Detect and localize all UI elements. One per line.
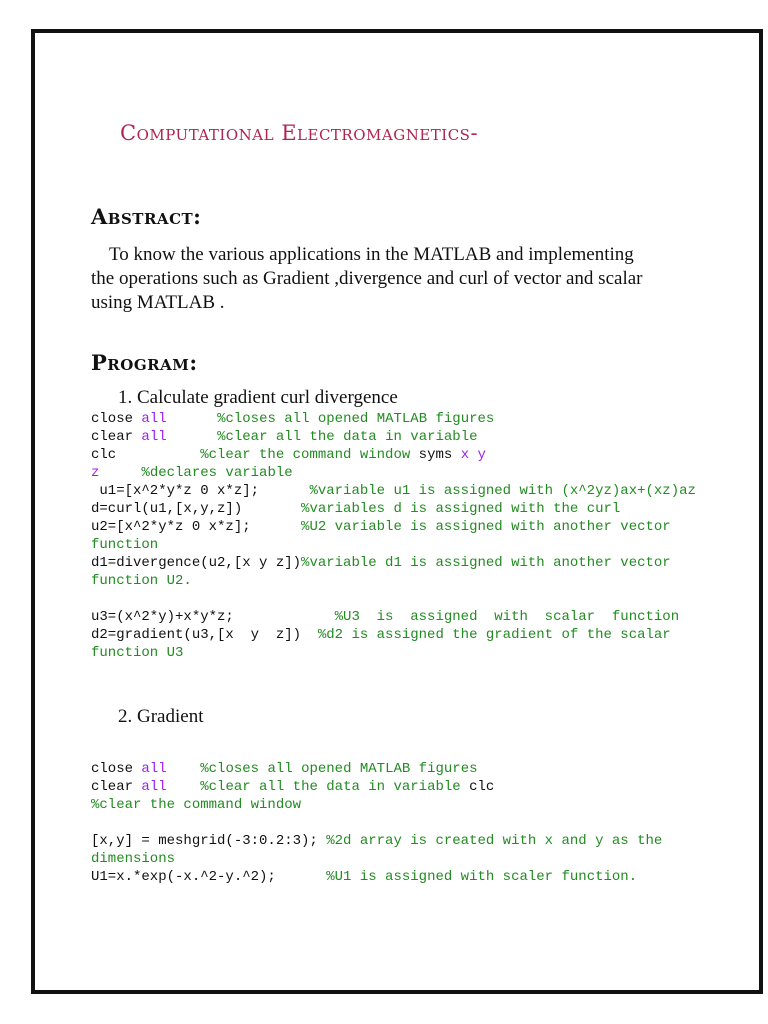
- code-line: u3=(x^2*y)+x*y*z; %U3 is assigned with scalar function: [91, 609, 680, 625]
- code-block-2: [91, 760, 701, 886]
- code-line: function U2.: [91, 573, 192, 589]
- abstract-line-1: To know the various applications in the MATLAB and implementing: [109, 244, 634, 265]
- code-line: U1=x.*exp(-x.^2-y.^2); %U1 is assigned with scaler function.: [91, 869, 638, 885]
- list-item-1: 1. Calculate gradient curl divergence: [118, 387, 398, 408]
- code-line: function U3: [91, 645, 184, 661]
- program-heading: Program:: [91, 350, 198, 375]
- abstract-heading: Abstract:: [91, 204, 202, 229]
- code-line: u1=[x^2*y*z 0 x*z]; %variable u1 is assigned with (x^2yz)ax+(xz)az: [91, 483, 696, 499]
- code-line: clc %clear the command window syms x y: [91, 447, 486, 463]
- code-line: function: [91, 537, 159, 553]
- code-line: d1=divergence(u2,[x y z])%variable d1 is assigned with another vector: [91, 555, 671, 571]
- code-line: d2=gradient(u3,[x y z]) %d2 is assigned the gradient of the scalar: [91, 627, 671, 643]
- abstract-line-2: the operations such as Gradient ,divergence and curl of vector and scalar: [91, 268, 643, 289]
- code-line: clear all %clear all the data in variable: [91, 429, 478, 445]
- list-item-2: 2. Gradient: [118, 706, 204, 727]
- code-block-1: [91, 410, 701, 662]
- code-line: close all %closes all opened MATLAB figures: [91, 411, 495, 427]
- code-line: z %declares variable: [91, 465, 293, 481]
- document-title: Computational Electromagnetics-: [120, 121, 479, 145]
- abstract-paragraph: [91, 243, 691, 315]
- code-line: clear all %clear all the data in variable clc: [91, 779, 495, 795]
- code-line: close all %closes all opened MATLAB figures: [91, 761, 478, 777]
- code-blank-line: [91, 814, 701, 832]
- code-line: u2=[x^2*y*z 0 x*z]; %U2 variable is assigned with another vector: [91, 519, 671, 535]
- code-blank-line: [91, 590, 701, 608]
- abstract-line-3: using MATLAB .: [91, 292, 225, 313]
- code-line: d=curl(u1,[x,y,z]) %variables d is assigned with the curl: [91, 501, 621, 517]
- code-line: dimensions: [91, 851, 176, 867]
- code-line: [x,y] = meshgrid(-3:0.2:3); %2d array is created with x and y as the: [91, 833, 663, 849]
- code-line: %clear the command window: [91, 797, 302, 813]
